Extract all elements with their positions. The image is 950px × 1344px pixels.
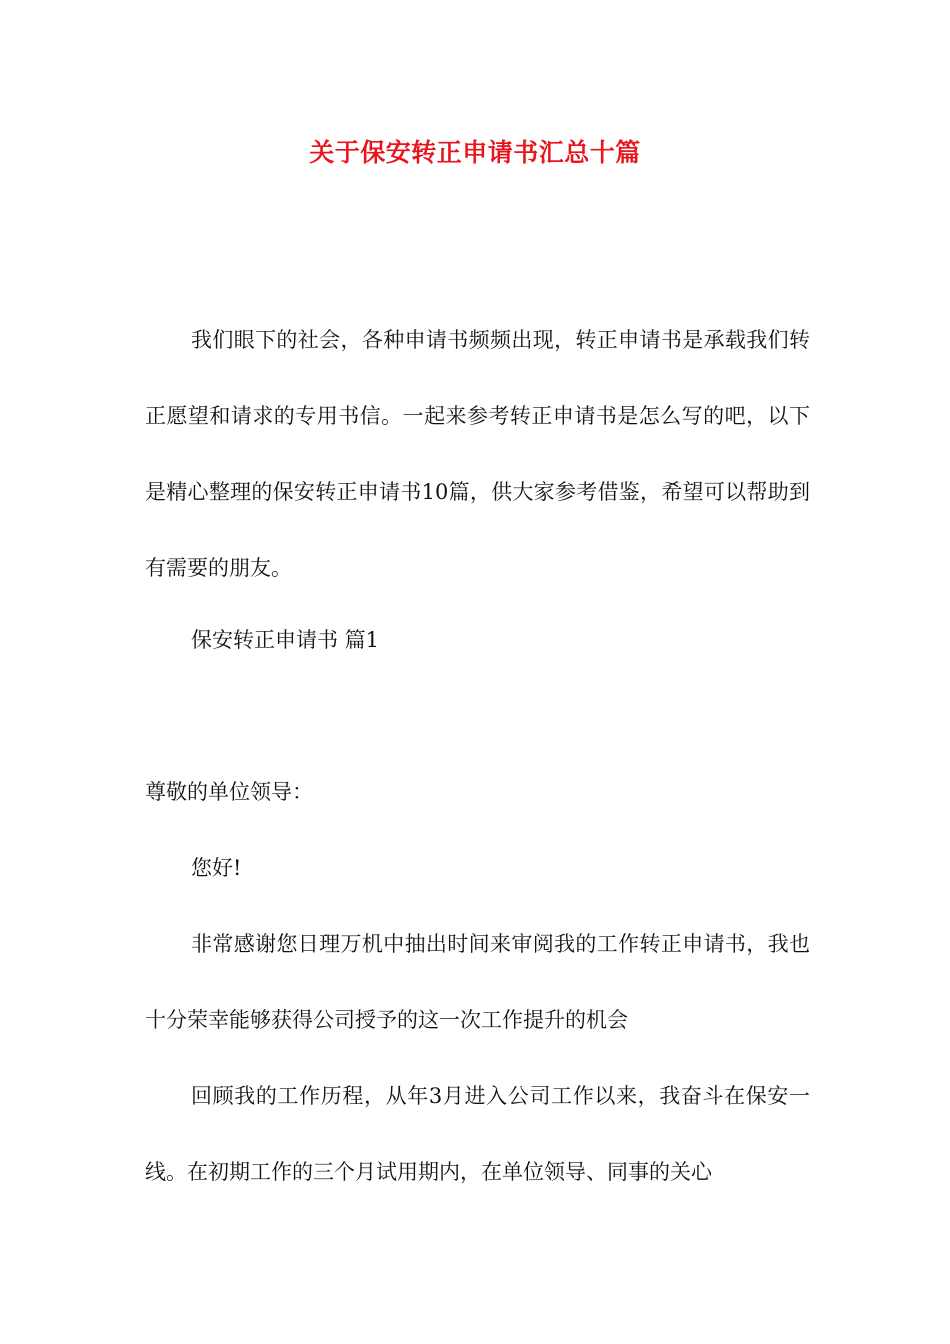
- greeting: 您好!: [191, 856, 242, 880]
- section-heading: 保安转正申请书 篇1: [191, 628, 380, 652]
- intro-paragraph: 我们眼下的社会，各种申请书频频出现，转正申请书是承载我们转正愿望和请求的专用书信。一起来参考转正申请书是怎么写的吧，以下是精心整理的保安转正申请书10篇，供大家参考借鉴，希望可以帮助到有需要的朋友。: [145, 328, 810, 580]
- body-paragraph-1: 非常感谢您日理万机中抽出时间来审阅我的工作转正申请书，我也十分荣幸能够获得公司授予的这一次工作提升的机会: [145, 932, 810, 1032]
- salutation: 尊敬的单位领导：: [145, 780, 313, 804]
- document-title: 关于保安转正申请书汇总十篇: [309, 138, 641, 167]
- body-paragraph-2: 回顾我的工作历程，从年3月进入公司工作以来，我奋斗在保安一线。在初期工作的三个月试用期内，在单位领导、同事的关心: [145, 1084, 810, 1184]
